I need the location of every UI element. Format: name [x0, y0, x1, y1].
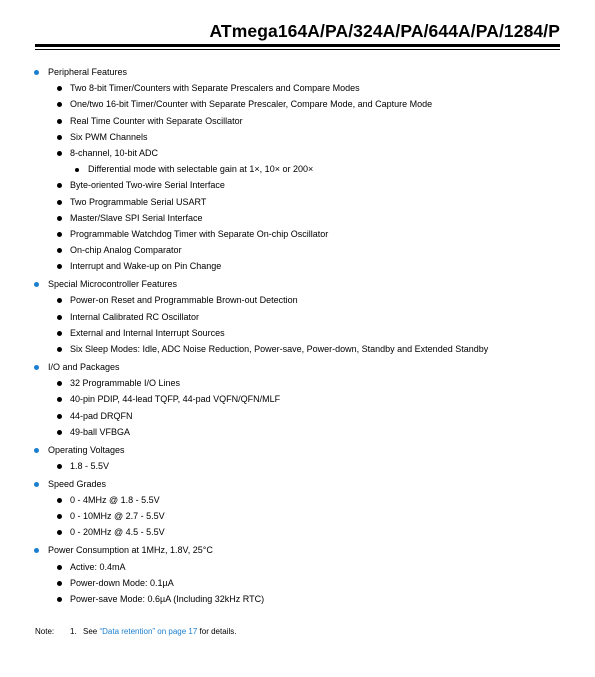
- header-rule-thick: [35, 44, 560, 47]
- note-suffix: for details.: [197, 627, 237, 636]
- bullet-icon: [57, 430, 62, 435]
- feature-category: [0, 476, 595, 492]
- bullet-icon: [57, 119, 62, 124]
- bullet-icon: [57, 530, 62, 535]
- bullet-icon: [57, 248, 62, 253]
- feature-item: [0, 258, 595, 274]
- bullet-icon: [57, 135, 62, 140]
- note-number: 1.: [70, 627, 77, 636]
- bullet-icon: [57, 581, 62, 586]
- feature-text: External and Internal Interrupt Sources: [70, 327, 225, 338]
- feature-text: One/two 16-bit Timer/Counter with Separate Prescaler, Compare Mode, and Capture Mode: [70, 99, 433, 110]
- feature-text: Active: 0.4mA: [70, 561, 126, 572]
- feature-text: Speed Grades: [48, 478, 107, 489]
- feature-text: Real Time Counter with Separate Oscillator: [70, 115, 243, 126]
- bullet-icon: [57, 347, 62, 352]
- feature-category: [0, 442, 595, 458]
- note-label: Note:: [35, 627, 55, 636]
- bullet-icon: [34, 548, 39, 553]
- feature-item: [0, 145, 595, 161]
- bullet-icon: [34, 365, 39, 370]
- feature-text: Power-down Mode: 0.1µA: [70, 577, 174, 588]
- bullet-icon: [34, 282, 39, 287]
- bullet-icon: [57, 232, 62, 237]
- feature-text: I/O and Packages: [48, 361, 120, 372]
- note-prefix: See: [83, 627, 100, 636]
- bullet-icon: [57, 298, 62, 303]
- feature-subitem: [0, 161, 595, 177]
- feature-list: [0, 64, 595, 607]
- feature-item: [0, 309, 595, 325]
- feature-text: 0 - 20MHz @ 4.5 - 5.5V: [70, 527, 165, 538]
- feature-item: [0, 524, 595, 540]
- feature-category: [0, 542, 595, 558]
- feature-item: [0, 80, 595, 96]
- note-body: [83, 626, 236, 638]
- bullet-icon: [57, 381, 62, 386]
- feature-text: Interrupt and Wake-up on Pin Change: [70, 261, 222, 272]
- feature-text: Six PWM Channels: [70, 131, 148, 142]
- feature-text: Power-save Mode: 0.6µA (Including 32kHz RTC): [70, 593, 265, 604]
- feature-item: [0, 113, 595, 129]
- feature-text: 0 - 4MHz @ 1.8 - 5.5V: [70, 495, 160, 506]
- feature-item: [0, 96, 595, 112]
- feature-text: 8-channel, 10-bit ADC: [70, 147, 159, 158]
- feature-text: Peripheral Features: [48, 67, 128, 77]
- bullet-icon: [57, 597, 62, 602]
- feature-text: Two 8-bit Timer/Counters with Separate Prescalers and Compare Modes: [70, 83, 360, 94]
- bullet-icon: [57, 464, 62, 469]
- bullet-icon: [57, 397, 62, 402]
- feature-text: Six Sleep Modes: Idle, ADC Noise Reduction, Power-save, Power-down, Standby and Extended Standby: [70, 343, 489, 354]
- feature-text: 0 - 10MHz @ 2.7 - 5.5V: [70, 511, 165, 522]
- feature-item: [0, 591, 595, 607]
- feature-item: [0, 292, 595, 308]
- bullet-icon: [57, 498, 62, 503]
- feature-item: [0, 194, 595, 210]
- feature-text: Operating Voltages: [48, 444, 125, 455]
- feature-item: [0, 492, 595, 508]
- bullet-icon: [57, 86, 62, 91]
- feature-text: Two Programmable Serial USART: [70, 196, 207, 207]
- bullet-icon: [57, 102, 62, 107]
- feature-category: [0, 64, 595, 80]
- feature-text: On-chip Analog Comparator: [70, 245, 182, 256]
- bullet-icon: [57, 200, 62, 205]
- feature-text: Power-on Reset and Programmable Brown-out Detection: [70, 295, 298, 306]
- feature-category: [0, 359, 595, 375]
- feature-item: [0, 424, 595, 440]
- bullet-icon: [57, 414, 62, 419]
- feature-text: 44-pad DRQFN: [70, 410, 133, 421]
- bullet-icon: [57, 315, 62, 320]
- feature-text: Differential mode with selectable gain at 1×, 10× or 200×: [88, 164, 314, 175]
- feature-text: Internal Calibrated RC Oscillator: [70, 311, 200, 322]
- bullet-icon: [57, 565, 62, 570]
- feature-item: [0, 177, 595, 193]
- header-rule-thin: [35, 49, 560, 50]
- feature-item: [0, 242, 595, 258]
- feature-text: Power Consumption at 1MHz, 1.8V, 25°C: [48, 545, 213, 556]
- feature-item: [0, 458, 595, 474]
- bullet-icon: [57, 264, 62, 269]
- feature-item: [0, 559, 595, 575]
- feature-item: [0, 508, 595, 524]
- feature-item: [0, 341, 595, 357]
- feature-text: Programmable Watchdog Timer with Separate On-chip Oscillator: [70, 228, 329, 239]
- bullet-icon: [75, 168, 79, 172]
- feature-text: 49-ball VFBGA: [70, 426, 131, 437]
- feature-text: 32 Programmable I/O Lines: [70, 378, 181, 389]
- page-title: ATmega164A/PA/324A/PA/644A/PA/1284/P: [209, 21, 560, 41]
- feature-item: [0, 575, 595, 591]
- feature-item: [0, 226, 595, 242]
- bullet-icon: [57, 216, 62, 221]
- bullet-icon: [57, 183, 62, 188]
- feature-item: [0, 408, 595, 424]
- feature-text: Special Microcontroller Features: [48, 279, 178, 290]
- feature-item: [0, 391, 595, 407]
- bullet-icon: [57, 331, 62, 336]
- data-retention-link[interactable]: “Data retention” on page 17: [99, 627, 198, 636]
- feature-item: [0, 325, 595, 341]
- feature-text: Master/Slave SPI Serial Interface: [70, 212, 203, 223]
- feature-item: [0, 210, 595, 226]
- feature-text: 1.8 - 5.5V: [70, 460, 110, 471]
- bullet-icon: [57, 151, 62, 156]
- feature-text: 40-pin PDIP, 44-lead TQFP, 44-pad VQFN/QFN/MLF: [70, 394, 281, 405]
- bullet-icon: [57, 514, 62, 519]
- feature-category: [0, 276, 595, 292]
- feature-item: [0, 375, 595, 391]
- feature-item: [0, 129, 595, 145]
- bullet-icon: [34, 448, 39, 453]
- bullet-icon: [34, 482, 39, 487]
- feature-text: Byte-oriented Two-wire Serial Interface: [70, 180, 225, 191]
- bullet-icon: [34, 70, 39, 75]
